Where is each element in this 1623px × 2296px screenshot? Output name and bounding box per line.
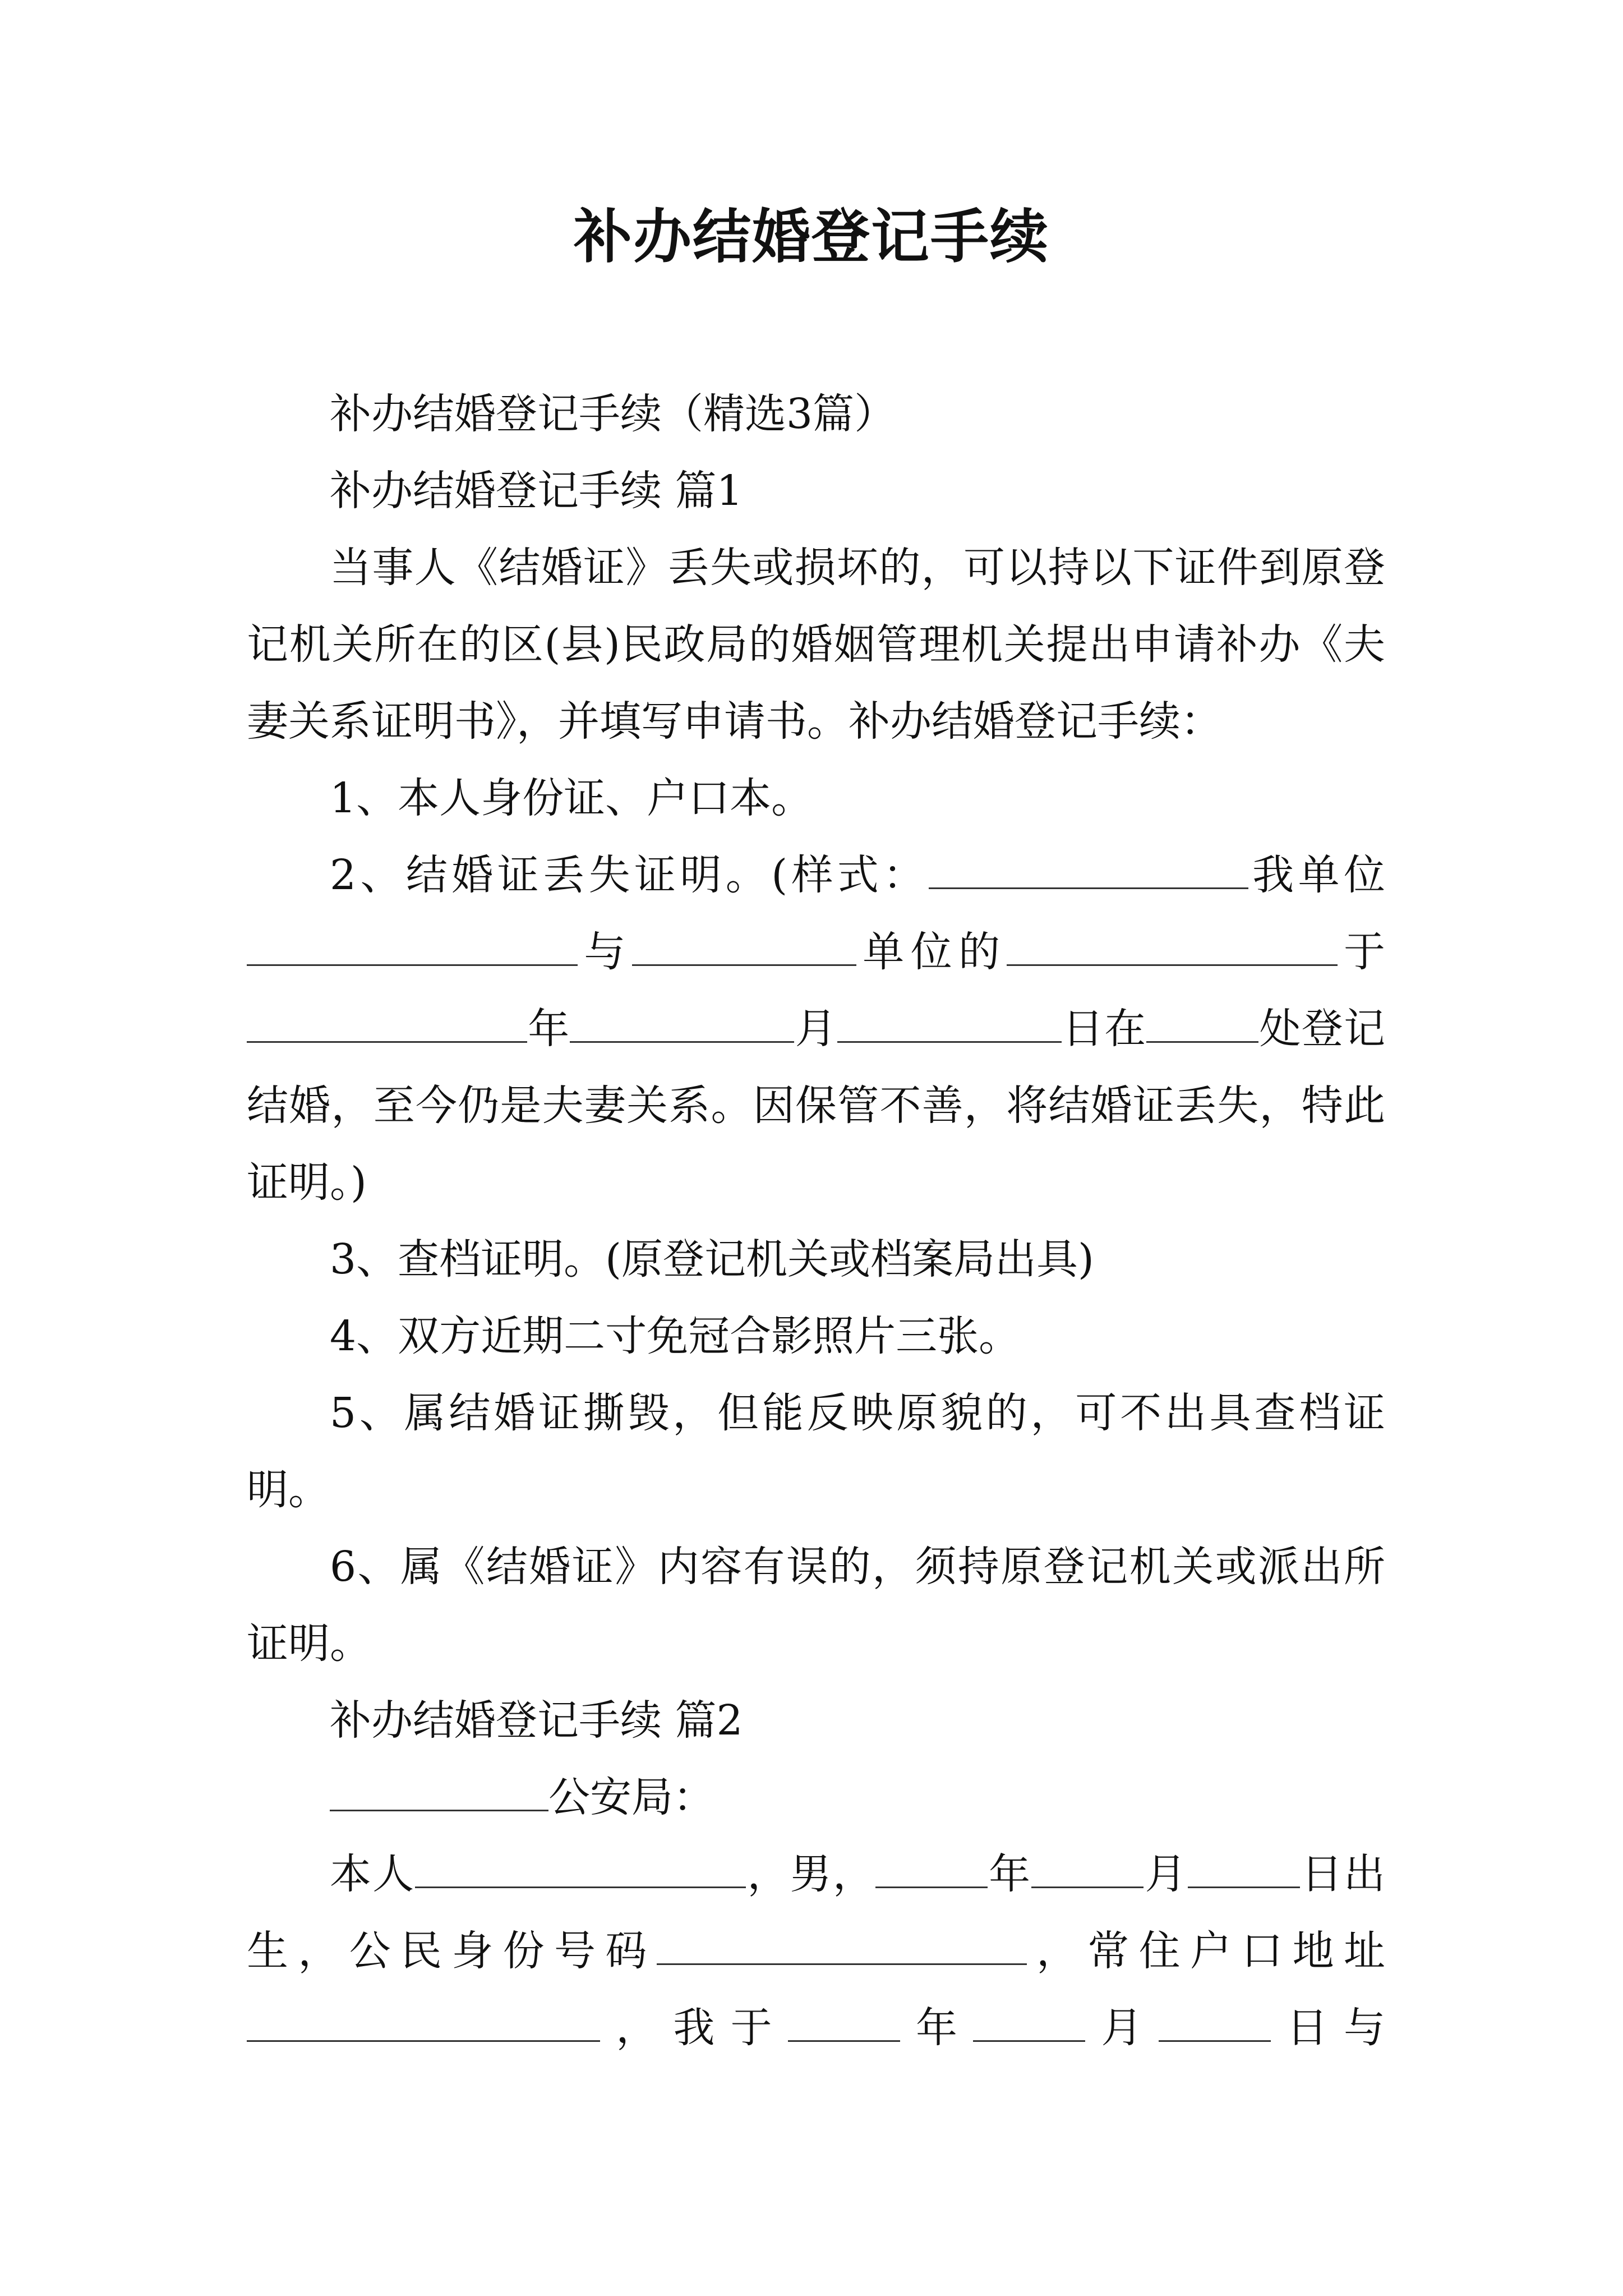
list-item-2-line-4: 结婚，至今仍是夫妻关系。因保管不善，将结婚证丢失，特此证明。) (247, 1082, 1385, 1207)
list-item-6: 6、属《结婚证》内容有误的，须持原登记机关或派出所证明。 (247, 1543, 1385, 1668)
s2-text-c: 年 (988, 1850, 1032, 1898)
fill-blank (247, 1002, 527, 1043)
intro-paragraph: 当事人《结婚证》丢失或损坏的，可以持以下证件到原登记机关所在的区(县)民政局的婚姻管理机关提出申请补办《夫妻关系证明书》，并填写申请书。补办结婚登记手续： (247, 544, 1385, 746)
fill-blank (570, 1002, 794, 1043)
item2-text-e: 于 (1337, 928, 1386, 976)
fill-blank (247, 2001, 600, 2042)
fill-blank (973, 2001, 1085, 2042)
document-body (247, 376, 1385, 2067)
fill-blank (1007, 925, 1338, 966)
item2-text-f: 年 (527, 1005, 570, 1053)
list-item-5: 5、属结婚证撕毁，但能反映原貌的，可不出具查档证明。 (247, 1389, 1385, 1514)
section2-line-1 (247, 1836, 1385, 1913)
fill-blank (415, 1847, 746, 1888)
section2-line-2 (247, 1913, 1385, 1990)
s2-text-i: 年 (900, 2004, 974, 2052)
fill-blank (929, 848, 1248, 889)
list-item-2-line-3 (247, 991, 1385, 1068)
list-item-2-line-2 (247, 914, 1385, 991)
s2-text-k: 日与 (1270, 2004, 1386, 2052)
fill-blank (788, 2001, 900, 2042)
list-item-4: 4、双方近期二寸免冠合影照片三张。 (330, 1312, 1021, 1360)
fill-blank (247, 925, 578, 966)
item2-text-c: 与 (578, 928, 632, 976)
fill-blank (1188, 1847, 1300, 1888)
fill-blank (1146, 1002, 1258, 1043)
item2-text-h: 日在 (1061, 1005, 1147, 1053)
item2-text-b: 我单位 (1248, 851, 1386, 899)
fill-blank (632, 925, 856, 966)
item2-text-g: 月 (794, 1005, 837, 1053)
bureau-text: 公安局： (548, 1773, 714, 1821)
s2-text-h: ，我于 (600, 2004, 788, 2052)
fill-blank (657, 1924, 1027, 1965)
fill-blank (1159, 2001, 1271, 2042)
fill-blank (1031, 1847, 1144, 1888)
section-heading-2: 补办结婚登记手续 篇2 (330, 1696, 743, 1745)
s2-text-e: 日出 (1299, 1850, 1386, 1898)
s2-text-d: 月 (1144, 1850, 1188, 1898)
list-item-3: 3、查档证明。(原登记机关或档案局出具) (330, 1235, 1094, 1283)
document-subtitle: 补办结婚登记手续（精选3篇） (330, 390, 896, 438)
fill-blank (330, 1770, 548, 1811)
list-item-1: 1、本人身份证、户口本。 (330, 774, 813, 822)
bureau-line (247, 1759, 1385, 1836)
s2-text-j: 月 (1085, 2004, 1159, 2052)
item2-text-i: 处登记 (1258, 1005, 1386, 1053)
s2-text-f: 生，公民身份号码 (247, 1927, 657, 1975)
page-title: 补办结婚登记手续 (573, 202, 1049, 271)
s2-text-a: 本人 (330, 1850, 416, 1898)
s2-text-g: ，常住户口地址 (1026, 1927, 1386, 1975)
list-item-2-line-1 (247, 837, 1385, 914)
item2-text-a: 2、结婚证丢失证明。(样式： (330, 851, 929, 899)
s2-text-b: ，男， (746, 1850, 876, 1898)
section2-line-3 (247, 1990, 1385, 2067)
item2-text-d: 单位的 (856, 928, 1007, 976)
fill-blank (837, 1002, 1062, 1043)
section-heading-1: 补办结婚登记手续 篇1 (330, 467, 743, 515)
fill-blank (875, 1847, 988, 1888)
